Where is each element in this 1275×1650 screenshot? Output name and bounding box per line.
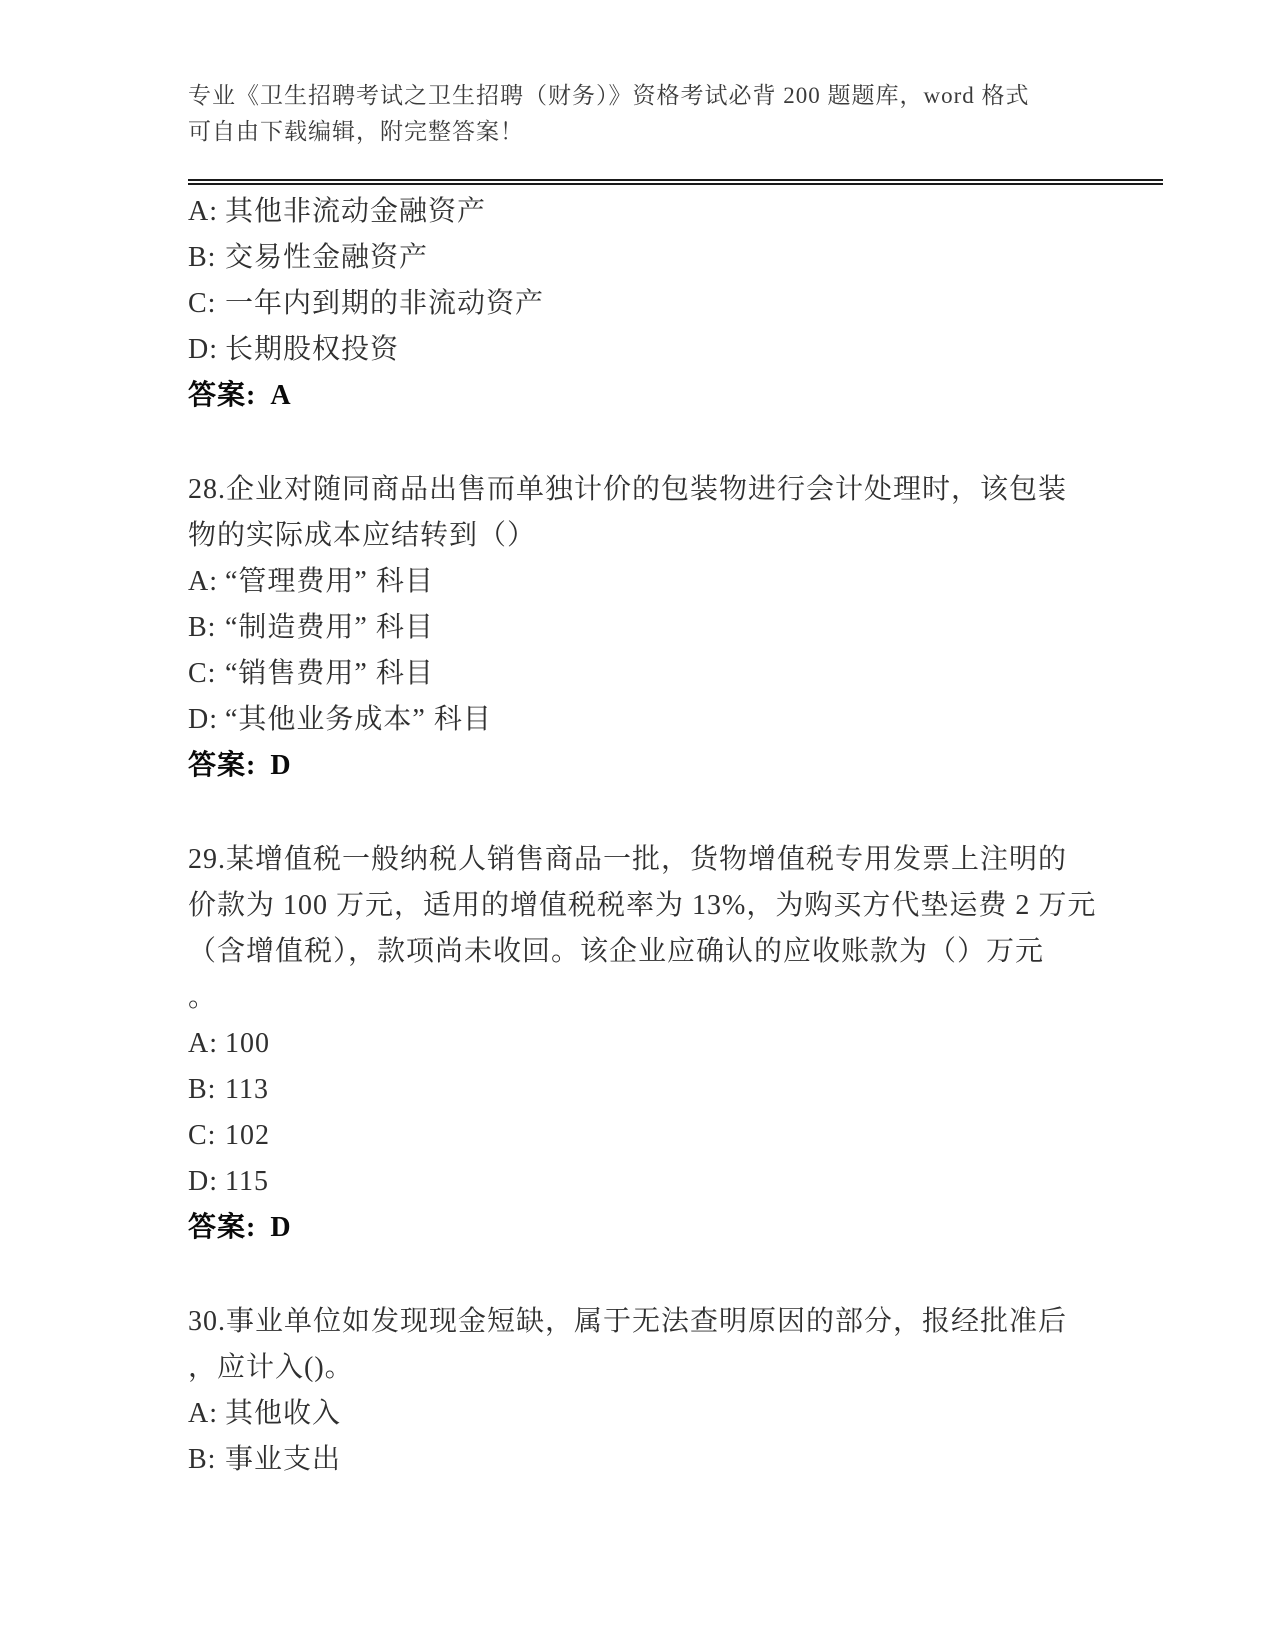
answer-label: 答案:: [188, 380, 257, 411]
question-line: 物的实际成本应结转到（）: [188, 520, 537, 551]
question-29-block: [188, 837, 1163, 1251]
option-label: D:: [188, 334, 218, 365]
option-row-a: [188, 559, 1163, 605]
option-text: “销售费用” 科目: [225, 658, 434, 689]
option-text: 102: [225, 1120, 270, 1151]
option-label: B:: [188, 242, 217, 273]
question-line: 29.某增值税一般纳税人销售商品一批，货物增值税专用发票上注明的: [188, 844, 1068, 875]
question-line: （含增值税），款项尚未收回。该企业应确认的应收账款为（）万元: [188, 936, 1045, 967]
option-label: A:: [188, 196, 218, 227]
option-text: 113: [225, 1074, 269, 1105]
option-row-d: [188, 1159, 1163, 1205]
answer-value: A: [270, 380, 292, 411]
option-label: A:: [188, 1028, 218, 1059]
question-28-block: [188, 467, 1163, 789]
option-row-a: [188, 1021, 1163, 1067]
option-text: 长期股权投资: [225, 334, 400, 365]
option-label: B:: [188, 1074, 217, 1105]
question-line: 28.企业对随同商品出售而单独计价的包装物进行会计处理时，该包装: [188, 474, 1068, 505]
answer-row: [188, 1205, 1163, 1251]
option-row-b: [188, 235, 1163, 281]
option-label: C:: [188, 658, 217, 689]
option-row-a: [188, 189, 1163, 235]
option-label: D:: [188, 704, 218, 735]
option-row-b: [188, 605, 1163, 651]
header-line-1: 专业《卫生招聘考试之卫生招聘（财务）》资格考试必背 200 题题库，word 格式: [188, 83, 1030, 108]
option-text: “其他业务成本” 科目: [225, 704, 492, 735]
answer-value: D: [270, 1212, 292, 1243]
question-line: 。: [188, 982, 218, 1013]
option-text: 其他收入: [225, 1398, 342, 1429]
option-label: A:: [188, 566, 218, 597]
answer-label: 答案:: [188, 1212, 257, 1243]
option-label: B:: [188, 612, 217, 643]
option-label: B:: [188, 1444, 217, 1475]
option-label: C:: [188, 288, 217, 319]
answer-row: [188, 743, 1163, 789]
question-30-block: [188, 1299, 1163, 1483]
answer-row: [188, 373, 1163, 419]
option-label: C:: [188, 1120, 217, 1151]
question-27-options-block: [188, 189, 1163, 419]
header-line-2: 可自由下载编辑，附完整答案！: [188, 119, 524, 144]
question-line: ，应计入()。: [188, 1352, 354, 1383]
question-line: 价款为 100 万元，适用的增值税税率为 13%，为购买方代垫运费 2 万元: [188, 890, 1097, 921]
option-text: 115: [225, 1166, 269, 1197]
option-text: “制造费用” 科目: [225, 612, 434, 643]
option-label: D:: [188, 1166, 218, 1197]
option-row-b: [188, 1437, 1163, 1483]
answer-label: 答案:: [188, 750, 257, 781]
answer-value: D: [270, 750, 292, 781]
option-row-c: [188, 1113, 1163, 1159]
question-line: 30.事业单位如发现现金短缺，属于无法查明原因的部分，报经批准后: [188, 1306, 1068, 1337]
option-text: 事业支出: [225, 1444, 342, 1475]
option-row-d: [188, 697, 1163, 743]
option-label: A:: [188, 1398, 218, 1429]
option-row-c: [188, 281, 1163, 327]
header-divider: [188, 179, 1163, 185]
option-row-d: [188, 327, 1163, 373]
option-text: 一年内到期的非流动资产: [225, 288, 545, 319]
option-text: 其他非流动金融资产: [225, 196, 487, 227]
option-row-c: [188, 651, 1163, 697]
option-text: 100: [225, 1028, 270, 1059]
document-header: [188, 78, 1163, 150]
option-text: “管理费用” 科目: [225, 566, 434, 597]
option-row-a: [188, 1391, 1163, 1437]
option-text: 交易性金融资产: [225, 242, 429, 273]
option-row-b: [188, 1067, 1163, 1113]
